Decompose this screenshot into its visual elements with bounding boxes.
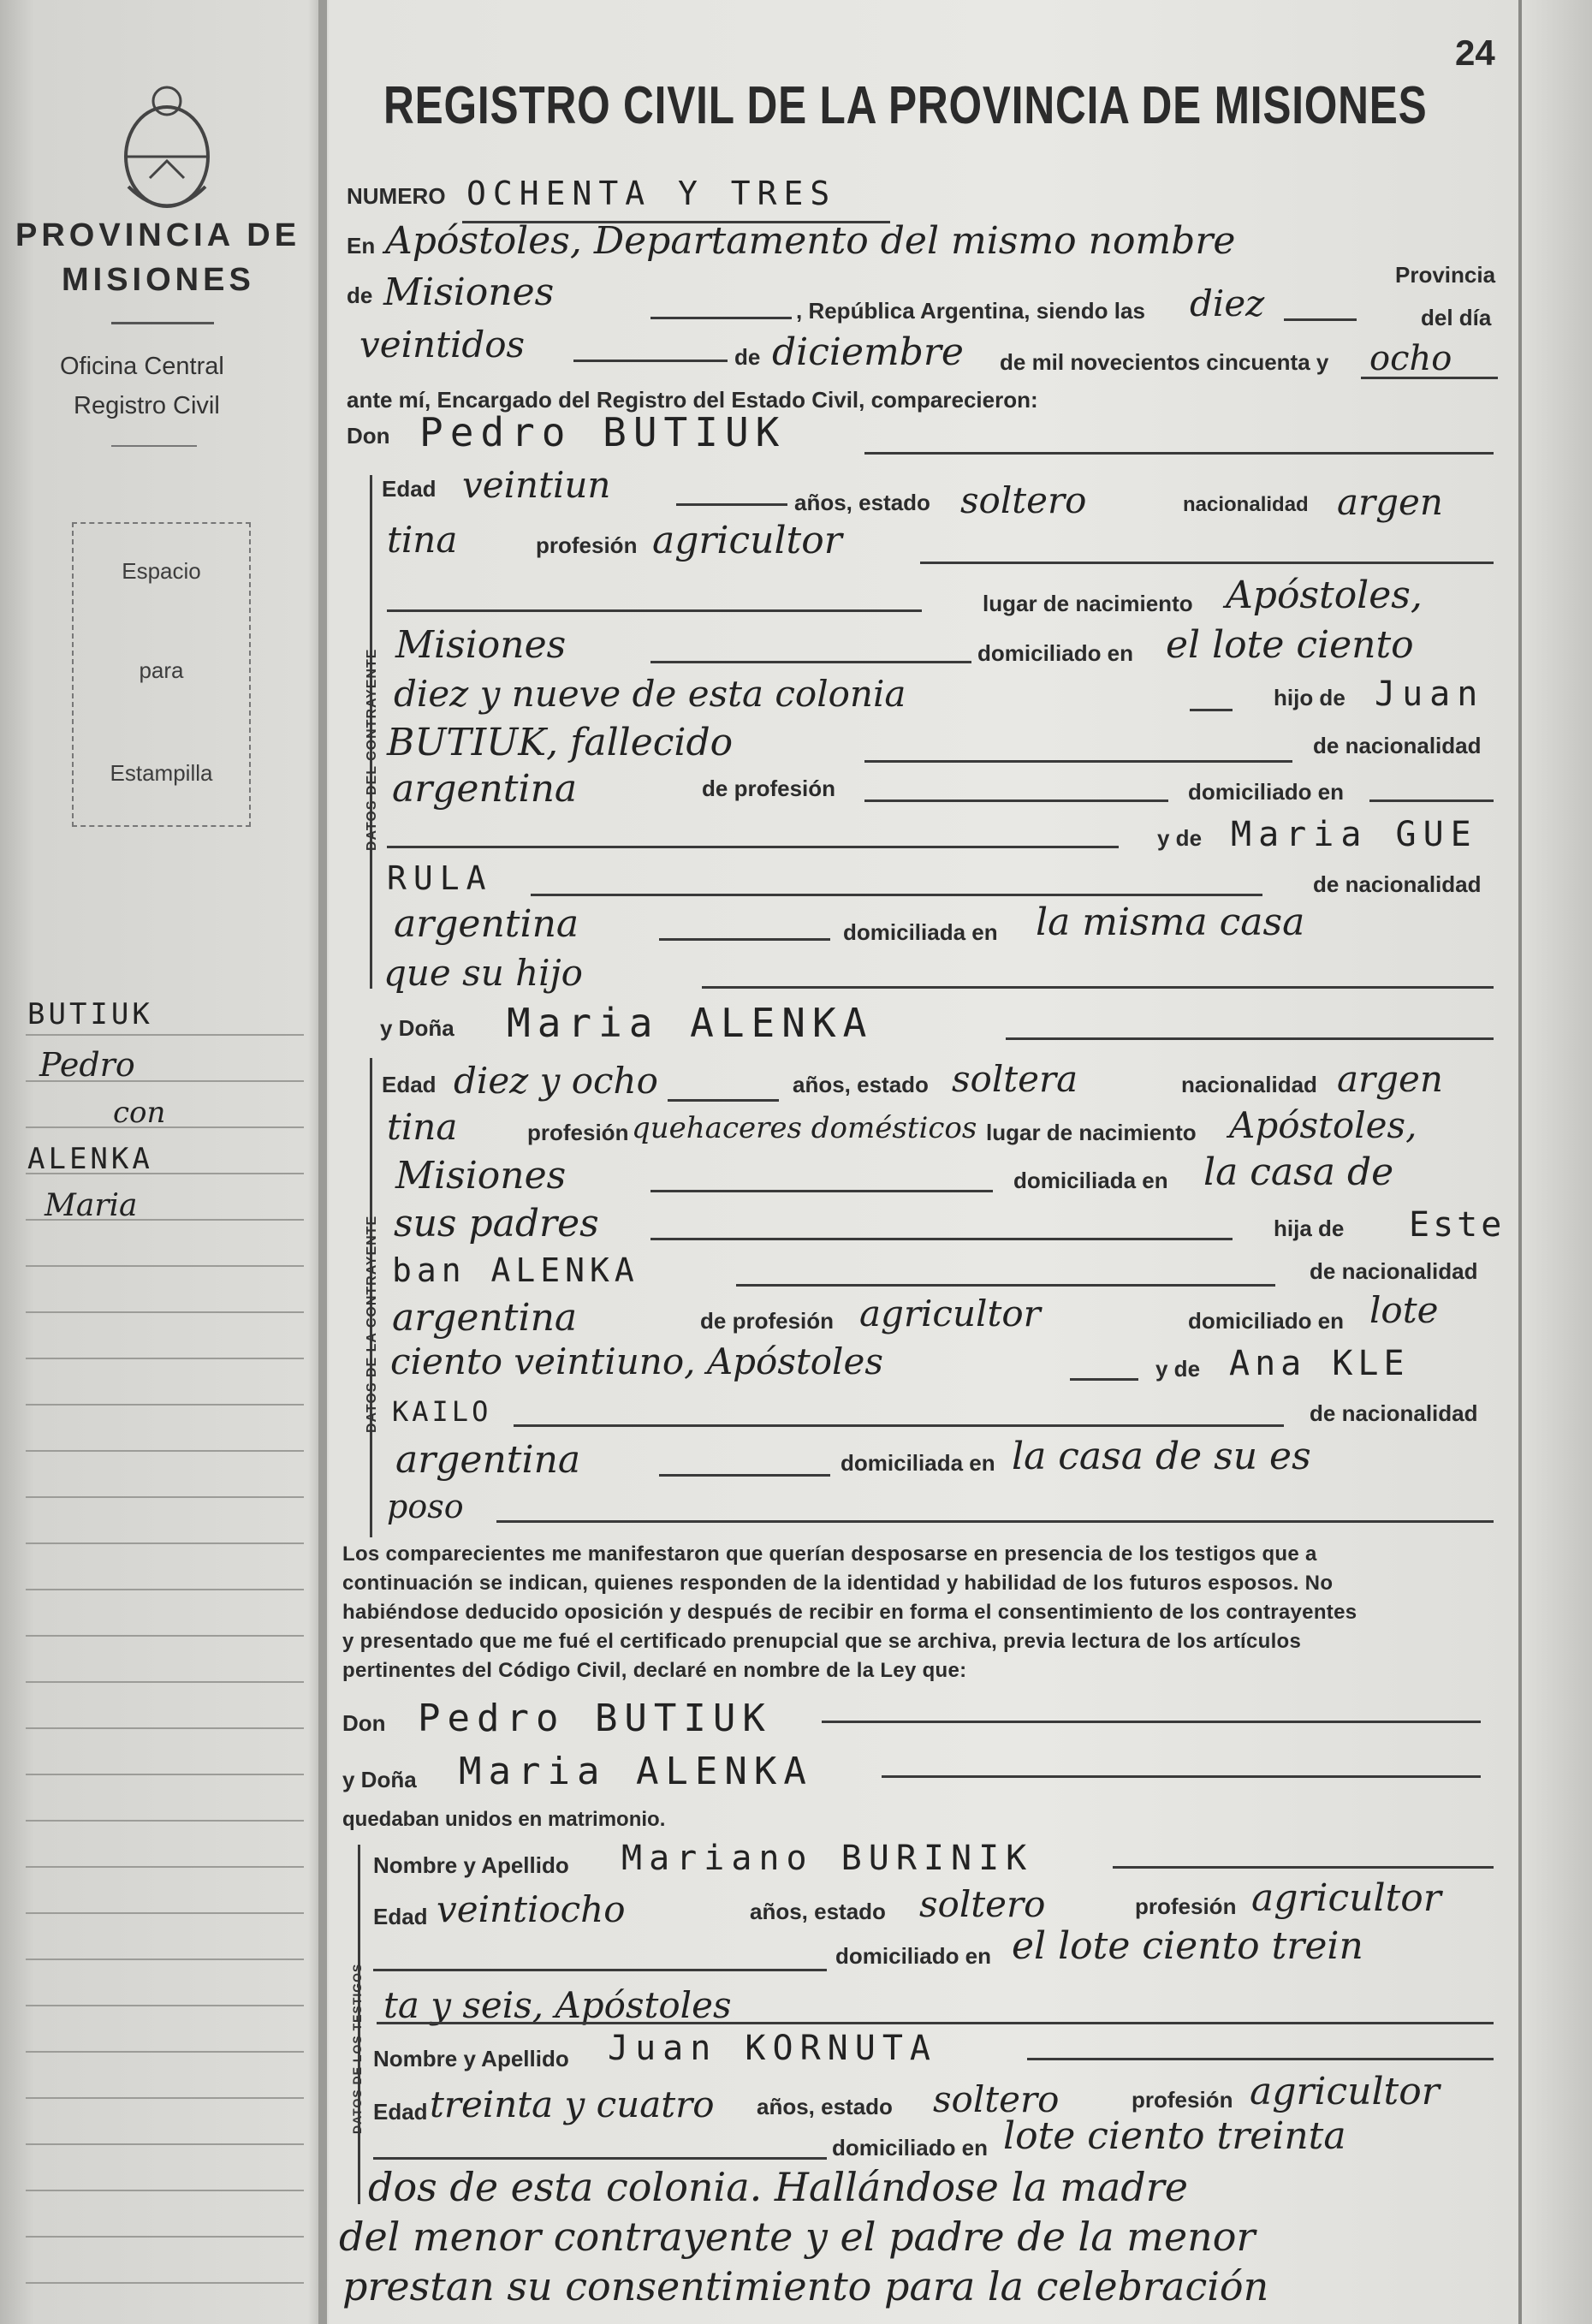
bride-edad: diez y ocho <box>454 1060 658 1102</box>
groom-madre-nac: argentina <box>394 902 579 946</box>
decl-don-name: Pedro BUTIUK <box>418 1697 772 1740</box>
w2-name: Juan KORNUTA <box>608 2029 937 2068</box>
field-line <box>1369 799 1494 802</box>
provincia-label: Provincia <box>1395 262 1496 288</box>
field-line <box>496 1520 1494 1523</box>
margin-note-name-2: Maria <box>45 1188 138 1223</box>
margin-note-surname-2: ALENKA <box>27 1142 153 1176</box>
w1-profesion: agricultor <box>1251 1876 1441 1920</box>
ante-text: ante mí, Encargado del Registro del Estado Civil, comparecieron: <box>347 387 1038 413</box>
bride-madre-dom-label: domiciliada en <box>841 1450 995 1476</box>
groom-madre-dom: la misma casa <box>1036 900 1305 944</box>
groom-edad: veintiun <box>462 464 611 506</box>
field-line <box>1361 377 1498 379</box>
y-de-label: y de <box>1157 825 1203 851</box>
groom-padre-cont: BUTIUK, fallecido <box>387 721 734 764</box>
field-line <box>1190 709 1233 711</box>
groom-estado: soltero <box>960 479 1087 521</box>
edad-label: Edad <box>382 476 437 502</box>
field-line <box>882 1775 1481 1778</box>
title-divider <box>111 322 214 324</box>
field-line <box>650 1190 993 1192</box>
margin-note-surname: BUTIUK <box>27 997 153 1031</box>
don-label: Don <box>347 423 390 449</box>
dona-label: y Doña <box>380 1015 454 1041</box>
w2-estado: soltero <box>933 2078 1060 2120</box>
bride-domicilio-cont: sus padres <box>394 1202 599 1245</box>
provincia-value: Misiones <box>383 270 555 314</box>
hora-value: diez <box>1190 282 1265 324</box>
province-title-2: MISIONES <box>62 262 255 298</box>
w2-edad-label: Edad <box>373 2099 428 2125</box>
margin-note-name: Pedro <box>39 1046 135 1084</box>
margin-rule <box>26 2051 304 2053</box>
page-title: REGISTRO CIVIL DE LA PROVINCIA DE MISIONES <box>383 76 1428 135</box>
w2-domicilio: lote ciento treinta <box>1003 2114 1346 2158</box>
w1-edad-label: Edad <box>373 1904 428 1929</box>
province-title: PROVINCIA DE <box>15 217 301 253</box>
groom-nacionalidad: argen <box>1337 481 1443 523</box>
footer-note-line: dos de esta colonia. Hallándose la madre <box>368 2164 1188 2210</box>
field-line <box>387 609 922 612</box>
w2-domiciliado-label: domiciliado en <box>832 2135 989 2161</box>
field-line <box>373 1969 827 1971</box>
margin-rule <box>26 1774 304 1775</box>
w1-name: Mariano BURINIK <box>621 1839 1034 1878</box>
field-line <box>650 1238 1233 1240</box>
groom-madre-cont: RULA <box>387 859 493 897</box>
bride-padre-nac: argentina <box>392 1296 578 1340</box>
margin-note-con: con <box>113 1096 166 1130</box>
declaration-line: pertinentes del Código Civil, declaré en nombre de la Ley que: <box>342 1659 967 1682</box>
bride-madre-dom-cont: poso <box>387 1488 464 1525</box>
margin-divider <box>318 0 327 2324</box>
w2-anios-estado-label: años, estado <box>757 2094 893 2119</box>
w2-profesion-label: profesión <box>1132 2087 1233 2113</box>
groom-lugar: Apóstoles, <box>1226 574 1423 617</box>
margin-rule <box>26 2143 304 2145</box>
bride-padre-dom: lote <box>1369 1289 1439 1331</box>
field-line <box>1027 2058 1494 2060</box>
field-line <box>573 360 728 362</box>
margin-rule <box>26 2190 304 2191</box>
bride-madre-nac: argentina <box>395 1438 581 1482</box>
field-line <box>659 1474 830 1477</box>
anios-estado-label: años, estado <box>794 490 930 515</box>
groom-name: Pedro BUTIUK <box>419 409 787 455</box>
w1-profesion-label: profesión <box>1135 1893 1237 1919</box>
declaration-line: habiéndose deducido oposición y después de recibir en forma el consentimiento de los contrayentes <box>342 1601 1357 1624</box>
bride-madre: Ana KLE <box>1229 1344 1410 1383</box>
lugar-label: lugar de nacimiento <box>983 591 1193 616</box>
anio-label: de mil novecientos cincuenta y <box>1000 349 1329 375</box>
margin-rule <box>26 1681 304 1683</box>
margin-rule <box>26 1311 304 1313</box>
en-label: En <box>347 233 376 259</box>
bride-domiciliada-label: domiciliada en <box>1013 1168 1168 1193</box>
bride-edad-label: Edad <box>382 1072 437 1097</box>
field-line <box>373 2157 827 2160</box>
stamp-label-2: para <box>139 657 184 683</box>
bride-name: Maria ALENKA <box>507 1000 874 1046</box>
de-label: de <box>347 282 373 308</box>
numero-value: OCHENTA Y TRES <box>466 175 837 212</box>
field-line <box>822 1721 1481 1723</box>
field-line <box>531 894 1262 896</box>
margin-rule <box>26 2097 304 2099</box>
dia-value: veintidos <box>359 324 526 366</box>
margin-rule <box>26 1589 304 1590</box>
margin-rule <box>26 2005 304 2006</box>
field-line <box>1284 318 1357 321</box>
nacionalidad-label: nacionalidad <box>1183 493 1309 516</box>
groom-nacionalidad-cont: tina <box>387 519 458 561</box>
mes-value: diciembre <box>772 330 964 374</box>
groom-madre-dom-cont: que su hijo <box>383 952 583 994</box>
bride-madre-nac-label: de nacionalidad <box>1310 1400 1478 1426</box>
bride-profesion: quehaceres domésticos <box>632 1111 977 1145</box>
margin-rule <box>26 2236 304 2238</box>
bride-padre: Este <box>1409 1205 1506 1245</box>
margin-rule <box>26 1034 304 1036</box>
margin-rule <box>26 1265 304 1267</box>
w1-edad: veintiocho <box>437 1888 626 1930</box>
madre-nac-label: de nacionalidad <box>1313 871 1482 897</box>
field-line <box>1113 1866 1494 1869</box>
bride-estado: soltera <box>952 1058 1078 1100</box>
field-line <box>377 2022 1494 2024</box>
del-dia-label: del día <box>1421 305 1492 330</box>
field-line <box>676 503 787 506</box>
page-right-edge <box>1518 0 1522 2324</box>
margin-rule <box>26 1404 304 1406</box>
bride-y-de-label: y de <box>1155 1356 1201 1382</box>
bride-lugar-label: lugar de nacimiento <box>986 1120 1197 1145</box>
bride-nacionalidad-cont: tina <box>387 1106 458 1148</box>
bride-padre-dom-label: domiciliado en <box>1188 1308 1345 1334</box>
margin-rule <box>26 1542 304 1544</box>
coat-of-arms-icon <box>103 75 231 221</box>
bride-madre-dom: la casa de su es <box>1012 1435 1311 1478</box>
field-line <box>650 661 971 663</box>
numero-label: NUMERO <box>347 183 446 209</box>
margin-rule <box>26 1635 304 1637</box>
w2-nombre-label: Nombre y Apellido <box>373 2046 569 2071</box>
bride-padre-dom-cont: ciento veintiuno, Apóstoles <box>390 1340 883 1382</box>
declaration-line: Los comparecientes me manifestaron que querían desposarse en presencia de los testigos que a <box>342 1542 1317 1566</box>
field-line <box>1070 1378 1138 1381</box>
padre-prof-label: de profesión <box>702 776 836 801</box>
stamp-label-3: Estampilla <box>110 760 213 786</box>
groom-profesion: agricultor <box>652 519 842 562</box>
bride-padre-cont: ban ALENKA <box>392 1251 639 1289</box>
field-line <box>387 846 1119 848</box>
bride-padre-prof-label: de profesión <box>700 1308 835 1334</box>
bride-domicilio: la casa de <box>1203 1150 1394 1194</box>
decl-dona-label: y Doña <box>342 1767 417 1792</box>
w1-domicilio: el lote ciento trein <box>1012 1924 1363 1968</box>
groom-padre: Juan <box>1375 675 1485 714</box>
republica-label: , República Argentina, siendo las <box>796 298 1145 324</box>
bride-nacionalidad-label: nacionalidad <box>1181 1072 1317 1097</box>
madre-dom-label: domiciliada en <box>843 919 998 945</box>
margin-rule <box>26 2282 304 2284</box>
field-line <box>659 938 830 941</box>
bride-padre-prof: agricultor <box>859 1293 1041 1334</box>
margin-rule <box>26 1358 304 1359</box>
bride-nacionalidad: argen <box>1337 1058 1443 1100</box>
anio-value: ocho <box>1369 339 1452 378</box>
bride-padre-nac-label: de nacionalidad <box>1310 1258 1478 1284</box>
bride-lugar-cont: Misiones <box>395 1154 567 1198</box>
declaration-line: continuación se indican, quienes responden de la identidad y habilidad de los futuros esposos. No <box>342 1572 1334 1595</box>
field-line <box>864 452 1494 455</box>
stamp-label: Espacio <box>122 558 201 584</box>
margin-rule <box>26 1866 304 1868</box>
groom-padre-nac: argentina <box>392 767 578 811</box>
page-number: 24 <box>1455 33 1495 73</box>
field-line <box>668 1099 779 1102</box>
w2-profesion: agricultor <box>1250 2070 1440 2113</box>
bride-lugar: Apóstoles, <box>1229 1104 1417 1146</box>
footer-note-line: prestan su consentimiento para la celebración <box>342 2263 1269 2309</box>
field-line <box>864 799 1168 802</box>
footer-note-line: del menor contrayente y el padre de la menor <box>339 2214 1256 2260</box>
w1-anios-estado-label: años, estado <box>750 1899 886 1924</box>
margin-rule <box>26 1727 304 1729</box>
field-line <box>1006 1037 1494 1040</box>
margin-rule <box>26 1496 304 1498</box>
field-line <box>920 562 1494 564</box>
w1-domiciliado-label: domiciliado en <box>835 1943 992 1969</box>
field-line <box>736 1284 1275 1287</box>
de-mes-label: de <box>734 344 761 370</box>
bride-hija-label: hija de <box>1274 1215 1345 1241</box>
bride-anios-estado-label: años, estado <box>793 1072 929 1097</box>
w1-estado: soltero <box>919 1883 1046 1925</box>
decl-dona-name: Maria ALENKA <box>459 1750 813 1793</box>
padre-nac-label: de nacionalidad <box>1313 733 1482 758</box>
margin-rule <box>26 1958 304 1960</box>
groom-madre: Maria GUE <box>1231 815 1478 854</box>
w2-edad: treinta y cuatro <box>430 2083 715 2125</box>
margin-rule <box>26 1912 304 1914</box>
decl-don-label: Don <box>342 1710 386 1736</box>
profesion-label: profesión <box>536 532 638 558</box>
field-line <box>514 1424 1284 1427</box>
bride-side-label: DATOS DE LA CONTRAYENTE <box>365 1215 379 1433</box>
office-label-2: Registro Civil <box>74 392 220 419</box>
domiciliado-label: domiciliado en <box>977 640 1134 666</box>
declaration-line: y presentado que me fué el certificado prenupcial que se archiva, previa lectura de los artículos <box>342 1630 1302 1653</box>
en-value: Apóstoles, Departamento del mismo nombre <box>385 219 1236 263</box>
w1-nombre-label: Nombre y Apellido <box>373 1852 569 1878</box>
hijo-label: hijo de <box>1274 685 1345 710</box>
padre-dom-label: domiciliado en <box>1188 779 1345 805</box>
bride-madre-cont: KAILO <box>392 1395 492 1428</box>
groom-domicilio-cont: diez y nueve de esta colonia <box>394 673 906 715</box>
groom-side-label: DATOS DEL CONTRAYENTE <box>365 648 379 851</box>
decl-closing: quedaban unidos en matrimonio. <box>342 1808 666 1831</box>
groom-domicilio: el lote ciento <box>1166 623 1414 667</box>
witness-side-label: DATOS DE LOS TESTIGOS <box>350 1963 364 2134</box>
field-line <box>650 317 792 319</box>
groom-lugar-cont: Misiones <box>395 623 567 667</box>
bride-profesion-label: profesión <box>527 1120 629 1145</box>
stamp-box <box>72 522 251 827</box>
field-line <box>864 760 1292 763</box>
field-line <box>702 986 1494 989</box>
office-label: Oficina Central <box>60 353 224 380</box>
w1-domicilio-cont: ta y seis, Apóstoles <box>383 1984 732 2026</box>
margin-rule <box>26 1820 304 1822</box>
margin-rule <box>26 1450 304 1452</box>
office-divider <box>111 445 197 447</box>
